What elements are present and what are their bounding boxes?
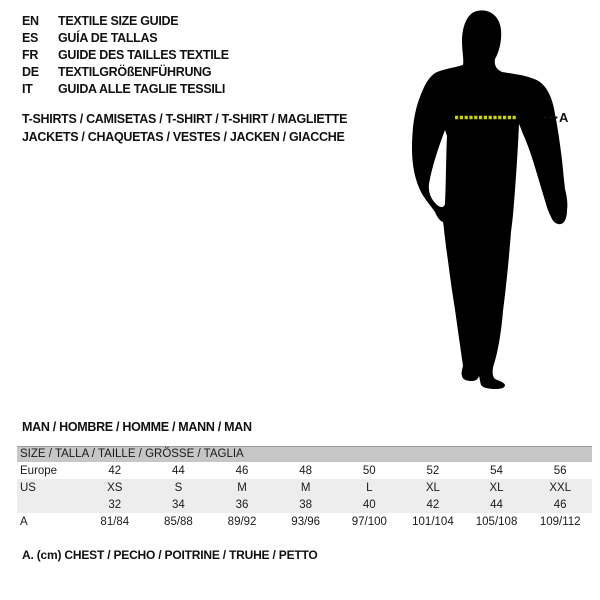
footnote-chest: A. (cm) CHEST / PECHO / POITRINE / TRUHE / PETTO — [22, 548, 318, 562]
language-code: DE — [22, 65, 39, 79]
cell: 38 — [274, 496, 338, 513]
cell: M — [210, 479, 274, 496]
table-row-numeric — [17, 496, 592, 513]
language-label: GUÍA DE TALLAS — [58, 31, 158, 45]
size-table-grid — [17, 462, 592, 530]
cell: 56 — [553, 464, 567, 477]
cell: L — [338, 479, 402, 496]
language-row-fr — [22, 47, 229, 64]
row-label: A — [20, 515, 28, 528]
language-code: EN — [22, 14, 39, 28]
cell: XL — [401, 479, 465, 496]
cell: S — [147, 479, 211, 496]
cell: 44 — [172, 464, 185, 477]
cell: M — [274, 479, 338, 496]
category-jackets: JACKETS / CHAQUETAS / VESTES / JACKEN / GIACCHE — [22, 130, 345, 144]
language-row-it — [22, 81, 229, 98]
category-tshirts: T-SHIRTS / CAMISETAS / T-SHIRT / T-SHIRT / MAGLIETTE — [22, 112, 348, 126]
language-label: GUIDA ALLE TAGLIE TESSILI — [58, 82, 226, 96]
man-silhouette-figure — [395, 8, 573, 398]
row-label — [17, 496, 83, 513]
cell: 101/104 — [412, 515, 454, 528]
language-label: TEXTILE SIZE GUIDE — [58, 14, 179, 28]
language-row-es — [22, 30, 229, 47]
table-row-europe — [17, 462, 592, 479]
row-label: Europe — [20, 464, 58, 477]
row-label: US — [17, 479, 83, 496]
cell: XS — [83, 479, 147, 496]
cell: XL — [465, 479, 529, 496]
cell: 44 — [465, 496, 529, 513]
language-label: TEXTILGRÖßENFÜHRUNG — [58, 65, 212, 79]
language-row-en — [22, 13, 229, 30]
cell: 48 — [299, 464, 313, 477]
language-code: FR — [22, 48, 39, 62]
language-row-de — [22, 64, 229, 81]
measure-label-a: A — [559, 110, 569, 125]
cell: 36 — [210, 496, 274, 513]
cell: 93/96 — [291, 515, 321, 528]
cell: 40 — [338, 496, 402, 513]
language-list — [22, 13, 229, 98]
cell: 42 — [108, 464, 122, 477]
cell: 109/112 — [539, 515, 581, 528]
category-lines — [22, 110, 347, 146]
size-table-header: SIZE / TALLA / TAILLE / GRÖSSE / TAGLIA — [17, 446, 592, 462]
language-code: ES — [22, 31, 39, 45]
cell: 52 — [426, 464, 440, 477]
table-row-us — [17, 479, 592, 496]
language-code: IT — [22, 82, 33, 96]
cell: 105/108 — [475, 515, 518, 528]
section-title-man: MAN / HOMBRE / HOMME / MANN / MAN — [22, 420, 252, 434]
cell: 89/92 — [227, 515, 257, 528]
cell: 81/84 — [100, 515, 130, 528]
cell: 34 — [147, 496, 211, 513]
cell: 97/100 — [351, 515, 387, 528]
cell: 50 — [362, 464, 376, 477]
cell: 42 — [401, 496, 465, 513]
language-label: GUIDE DES TAILLES TEXTILE — [58, 48, 229, 62]
cell: 54 — [490, 464, 503, 477]
cell: 46 — [235, 464, 249, 477]
cell: 46 — [528, 496, 592, 513]
table-row-chest-a — [17, 513, 592, 530]
cell: 85/88 — [164, 515, 193, 528]
cell: 32 — [83, 496, 147, 513]
cell: XXL — [528, 479, 592, 496]
size-table — [17, 446, 592, 530]
